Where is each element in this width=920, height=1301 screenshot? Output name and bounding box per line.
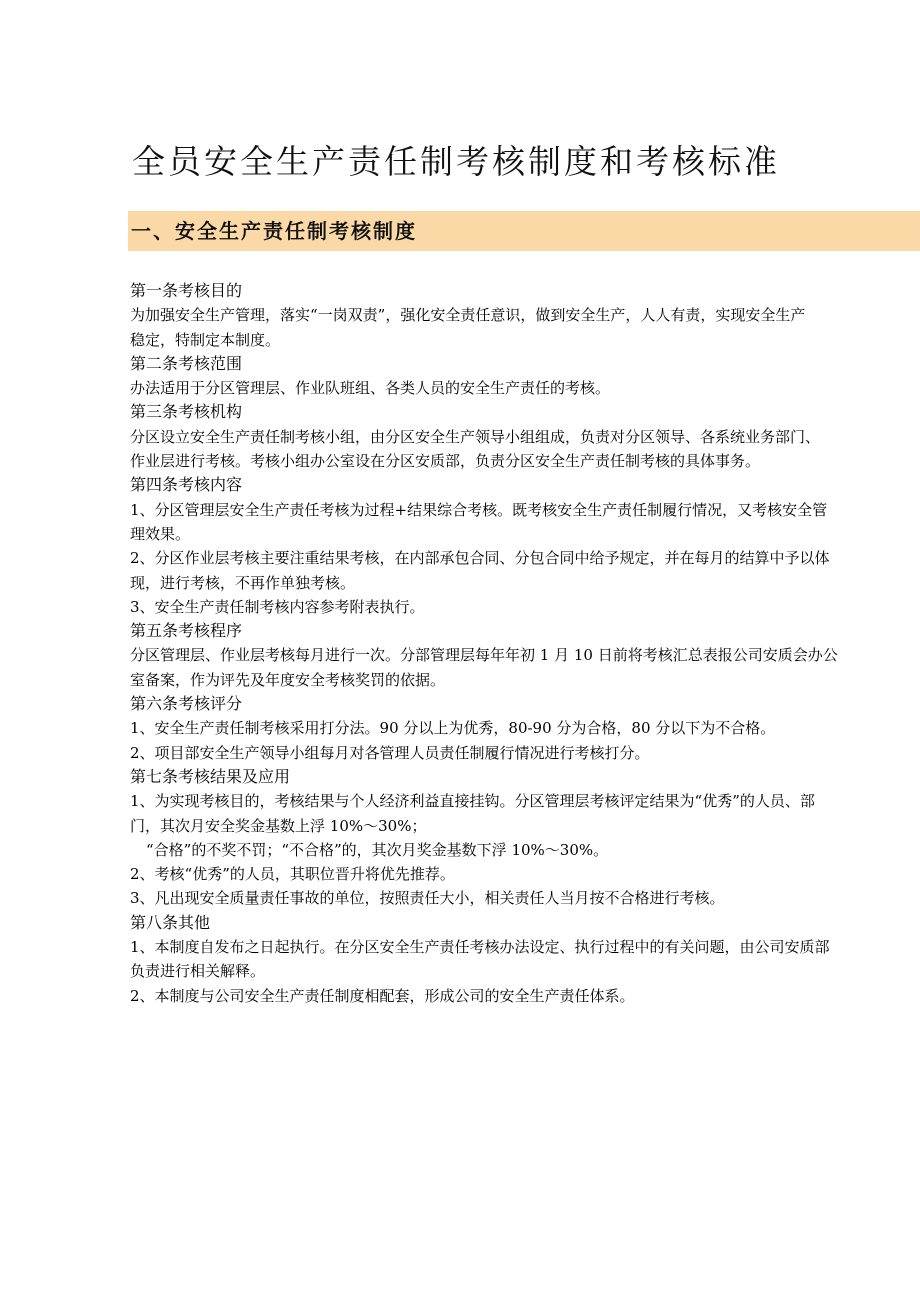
article-heading: 第五条考核程序 xyxy=(130,621,243,641)
paragraph-line: 负责进行相关解释。 xyxy=(130,962,266,981)
paragraph-line: 分区管理层、作业层考核每月进行一次。分部管理层每年年初 1 月 10 日前将考核汇总表报公司安质会办公 xyxy=(130,646,838,665)
paragraph-line: 2、项目部安全生产领导小组每月对各管理人员责任制履行情况进行考核打分。 xyxy=(130,743,650,762)
article-heading: 第一条考核目的 xyxy=(130,281,243,300)
paragraph-line: 稳定，特制定本制度。 xyxy=(130,330,281,349)
paragraph-line: 2、本制度与公司安全生产责任制度相配套，形成公司的安全生产责任体系。 xyxy=(130,986,635,1005)
paragraph-line: 2、考核“优秀”的人员，其职位晋升将优先推荐。 xyxy=(130,865,455,884)
paragraph-line: “合格”的不奖不罚；“不合格”的，其次月奖金基数下浮 10%～30%。 xyxy=(146,840,609,859)
article-heading: 第八条其他 xyxy=(130,912,211,932)
paragraph-line: 理效果。 xyxy=(130,524,191,543)
document-body xyxy=(130,279,917,1008)
article-heading: 第三条考核机构 xyxy=(130,402,243,422)
paragraph-line: 1、分区管理层安全生产责任考核为过程+结果综合考核。既考核安全生产责任制履行情况，又考核安全管 xyxy=(130,500,828,519)
paragraph-line: 3、安全生产责任制考核内容参考附表执行。 xyxy=(130,597,425,616)
document-title: 全员安全生产责任制考核制度和考核标准 xyxy=(132,142,780,181)
article-heading: 第六条考核评分 xyxy=(130,694,243,714)
paragraph-line: 为加强安全生产管理，落实“一岗双责”，强化安全责任意识，做到安全生产，人人有责，实现安全生产 xyxy=(130,306,806,325)
section-heading: 一、安全生产责任制考核制度 xyxy=(131,219,417,243)
article-heading: 第四条考核内容 xyxy=(130,475,243,495)
paragraph-line: 办法适用于分区管理层、作业队班组、各类人员的安全生产责任的考核。 xyxy=(130,379,611,398)
paragraph-line: 1、为实现考核目的，考核结果与个人经济利益直接挂钩。分区管理层考核评定结果为“优秀”的人员、部 xyxy=(130,792,815,811)
paragraph-line: 1、安全生产责任制考核采用打分法。90 分以上为优秀，80-90 分为合格，80 分以下为不合格。 xyxy=(130,719,776,738)
article-heading: 第二条考核范围 xyxy=(130,353,243,373)
paragraph-line: 3、凡出现安全质量责任事故的单位，按照责任大小，相关责任人当月按不合格进行考核。 xyxy=(130,889,725,908)
article-heading: 第七条考核结果及应用 xyxy=(130,766,291,786)
paragraph-line: 作业层进行考核。考核小组办公室设在分区安质部，负责分区安全生产责任制考核的具体事务。 xyxy=(130,452,761,471)
paragraph-line: 门，其次月安全奖金基数上浮 10%～30%； xyxy=(130,816,427,835)
paragraph-line: 1、本制度自发布之日起执行。在分区安全生产责任考核办法设定、执行过程中的有关问题，由公司安质部 xyxy=(130,938,830,957)
paragraph-line: 2、分区作业层考核主要注重结果考核，在内部承包合同、分包合同中给予规定，并在每月的结算中予以体 xyxy=(130,549,830,568)
paragraph-line: 室备案，作为评先及年度安全考核奖罚的依据。 xyxy=(130,670,446,689)
paragraph-line: 现，进行考核，不再作单独考核。 xyxy=(130,573,356,592)
paragraph-line: 分区设立安全生产责任制考核小组，由分区安全生产领导小组组成，负责对分区领导、各系统业务部门、 xyxy=(130,427,821,446)
